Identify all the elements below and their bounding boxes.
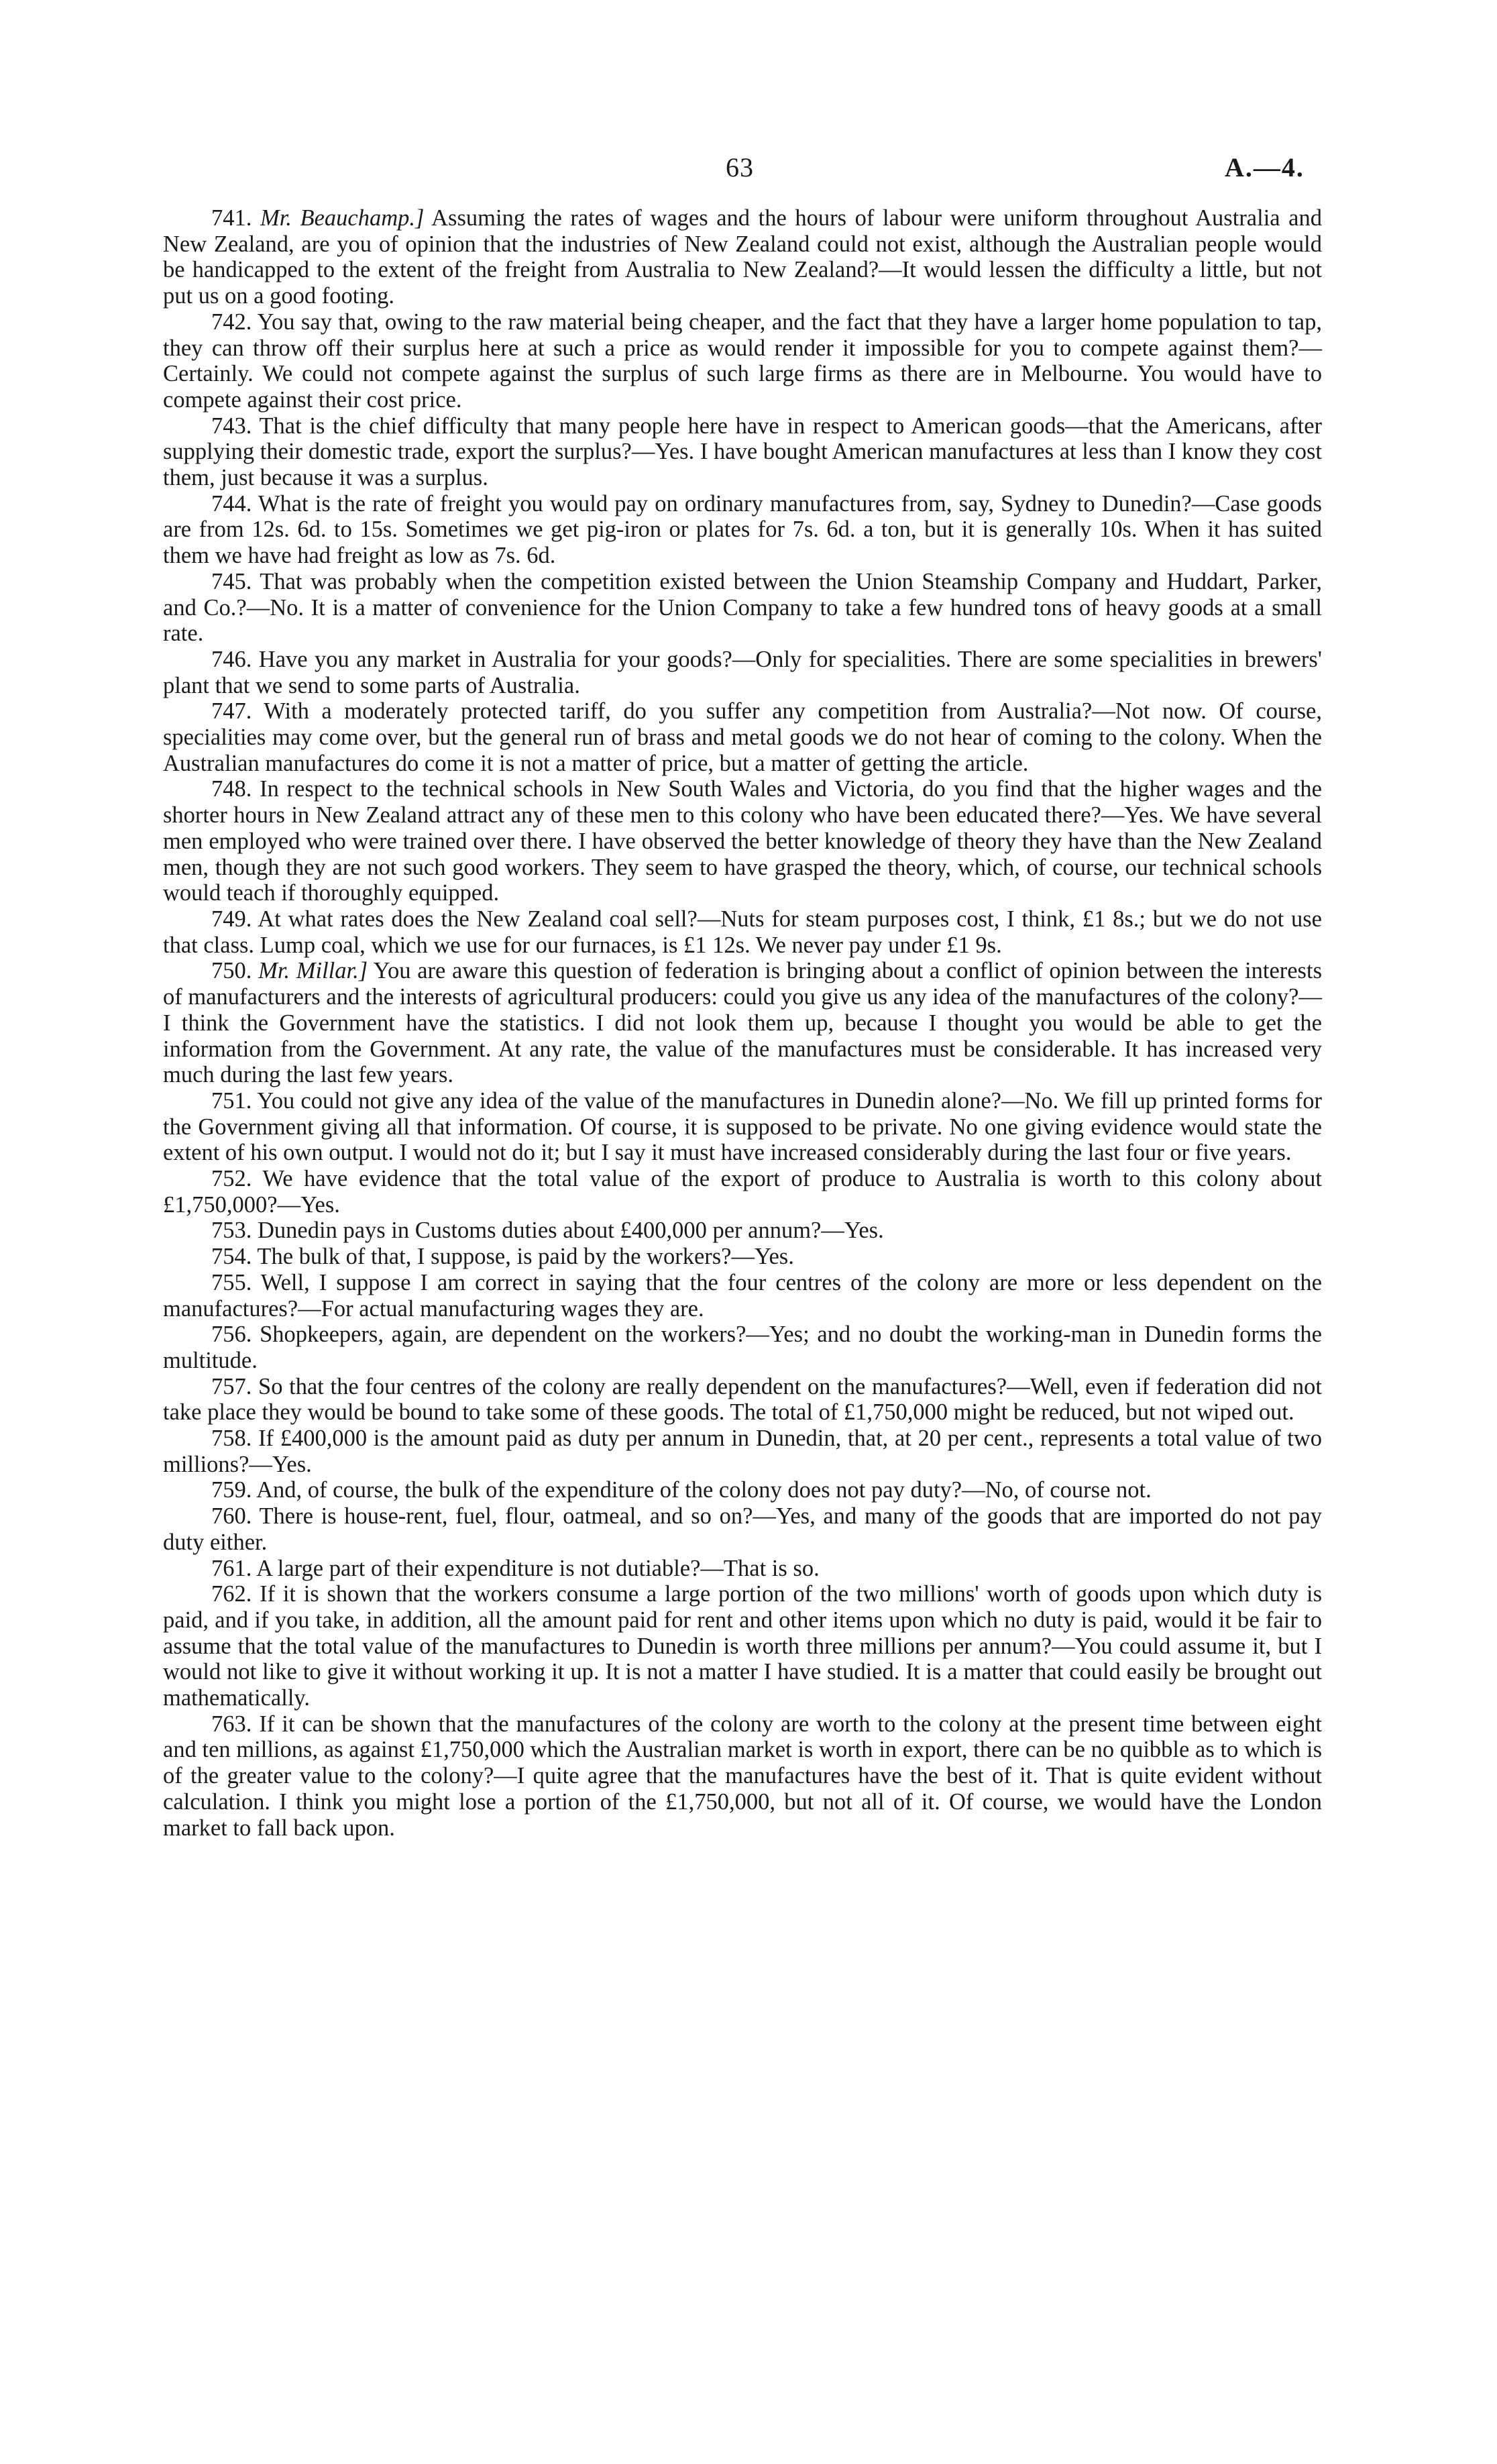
- evidence-paragraph: [163, 1426, 1322, 1477]
- page-number: 63: [726, 152, 754, 182]
- question-and-answer-text: Dunedin pays in Customs duties about £400,000 per annum?—Yes.: [258, 1218, 884, 1244]
- question-number: 763.: [211, 1711, 252, 1737]
- question-and-answer-text: If £400,000 is the amount paid as duty per annum in Dunedin, that, at 20 per cent., represents a total value of two millions?—Yes.: [163, 1426, 1322, 1477]
- speaker-name: Mr. Millar.]: [258, 958, 368, 984]
- question-number: 761.: [211, 1555, 252, 1581]
- evidence-paragraph: [163, 205, 1322, 309]
- question-number: 760.: [211, 1503, 252, 1530]
- speaker-name: Mr. Beauchamp.]: [260, 205, 425, 231]
- question-and-answer-text: There is house-rent, fuel, flour, oatmeal, and so on?—Yes, and many of the goods that are imported do not pay duty either.: [163, 1503, 1322, 1555]
- question-and-answer-text: If it can be shown that the manufactures of the colony are worth to the colony at the present time between eight and ten millions, as against £1,750,000 which the Australian market is worth in export, there can be no quibble as to which is of the greater value to the colony?—I quite agree that the manufactures have the best of it. That is quite evident without calculation. I think you might lose a portion of the £1,750,000, but not all of it. Of course, we would have the London market to fall back upon.: [163, 1711, 1322, 1841]
- evidence-paragraph: [163, 1556, 1322, 1582]
- evidence-paragraph: [163, 309, 1322, 413]
- question-number: 753.: [211, 1218, 252, 1244]
- evidence-paragraph: [163, 1503, 1322, 1555]
- evidence-paragraph: [163, 958, 1322, 1088]
- question-number: 762.: [211, 1581, 252, 1607]
- evidence-paragraph: [163, 906, 1322, 958]
- evidence-paragraph: [163, 1322, 1322, 1373]
- evidence-paragraph: [163, 569, 1322, 647]
- question-and-answer-text: Have you any market in Australia for your goods?—Only for specialities. There are some specialities in brewers' plant that we send to some parts of Australia.: [163, 646, 1322, 698]
- evidence-paragraph: [163, 1581, 1322, 1711]
- question-and-answer-text: That is the chief difficulty that many people here have in respect to American goods—that the Americans, after supplying their domestic trade, export the surplus?—Yes. I have bought American manufactures at less than I know they cost them, just because it was a surplus.: [163, 413, 1322, 491]
- question-and-answer-text: That was probably when the competition existed between the Union Steamship Company and Huddart, Parker, and Co.?—No. It is a matter of convenience for the Union Company to take a few hundred tons of heavy goods at a small rate.: [163, 568, 1322, 647]
- question-number: 750.: [211, 958, 252, 984]
- question-number: 752.: [211, 1166, 252, 1192]
- question-and-answer-text: Well, I suppose I am correct in saying that the four centres of the colony are more or less dependent on the manufactures?—For actual manufacturing wages they are.: [163, 1269, 1322, 1322]
- question-and-answer-text: If it is shown that the workers consume a large portion of the two millions' worth of goods upon which duty is paid, and if you take, in addition, all the amount paid for rent and other items upon which no duty is paid, would it be fair to assume that the total value of the manufactures to Dunedin is worth three millions per annum?—You could assume it, but I would not like to give it without working it up. It is not a matter I have studied. It is a matter that could easily be brought out mathematically.: [163, 1581, 1322, 1711]
- evidence-paragraph: [163, 776, 1322, 906]
- evidence-paragraph: [163, 1270, 1322, 1322]
- evidence-paragraph: [163, 1477, 1322, 1503]
- question-and-answer-text: And, of course, the bulk of the expenditure of the colony does not pay duty?—No, of course not.: [256, 1477, 1152, 1503]
- question-and-answer-text: In respect to the technical schools in New South Wales and Victoria, do you find that the higher wages and the shorter hours in New Zealand attract any of these men to this colony who have been educated there?—Yes. We have several men employed who were trained over there. I have observed the better knowledge of theory they have than the New Zealand men, though they are not such good workers. They seem to have grasped the theory, which, of course, our technical schools would teach if thoroughly equipped.: [163, 776, 1322, 906]
- question-and-answer-text: What is the rate of freight you would pay on ordinary manufactures from, say, Sydney to Dunedin?—Case goods are from 12s. 6d. to 15s. Sometimes we get pig-iron or plates for 7s. 6d. a ton, but it is generally 10s. When it has suited them we have had freight as low as 7s. 6d.: [163, 490, 1322, 569]
- question-and-answer-text: Assuming the rates of wages and the hours of labour were uniform throughout Australia and New Zealand, are you of opinion that the industries of New Zealand could not exist, although the Australian people would be handicapped to the extent of the freight from Australia to New Zealand?—It would lessen the difficulty a little, but not put us on a good footing.: [163, 205, 1322, 309]
- evidence-paragraph: [163, 1088, 1322, 1166]
- question-and-answer-text: We have evidence that the total value of the export of produce to Australia is worth to this colony about £1,750,000?—Yes.: [163, 1166, 1322, 1218]
- question-number: 747.: [211, 698, 252, 725]
- evidence-paragraph: [163, 647, 1322, 698]
- document-reference: A.—4.: [1225, 152, 1305, 182]
- question-number: 743.: [211, 413, 252, 439]
- question-number: 742.: [211, 309, 252, 335]
- question-and-answer-text: A large part of their expenditure is not dutiable?—That is so.: [256, 1555, 820, 1581]
- evidence-body: [163, 205, 1322, 1841]
- question-number: 748.: [211, 776, 252, 802]
- question-number: 756.: [211, 1322, 252, 1348]
- question-number: 746.: [211, 646, 252, 672]
- page-header: [0, 152, 1497, 192]
- evidence-paragraph: [163, 1218, 1322, 1244]
- question-and-answer-text: The bulk of that, I suppose, is paid by the workers?—Yes.: [257, 1244, 794, 1270]
- question-number: 755.: [211, 1269, 252, 1295]
- evidence-paragraph: [163, 1166, 1322, 1218]
- evidence-paragraph: [163, 1244, 1322, 1270]
- evidence-paragraph: [163, 413, 1322, 491]
- question-number: 745.: [211, 568, 252, 594]
- question-number: 758.: [211, 1426, 252, 1452]
- question-number: 757.: [211, 1373, 252, 1399]
- evidence-paragraph: [163, 1374, 1322, 1426]
- question-number: 749.: [211, 906, 252, 932]
- evidence-paragraph: [163, 698, 1322, 776]
- question-and-answer-text: You are aware this question of federation is bringing about a conflict of opinion between the interests of manufacturers and the interests of agricultural producers: could you give us any idea of the manufactures of the colony?—I think the Government have the statistics. I did not look them up, because I thought you would be able to get the information from the Government. At any rate, the value of the manufactures must be considerable. It has increased very much during the last few years.: [163, 958, 1322, 1088]
- evidence-paragraph: [163, 491, 1322, 569]
- question-number: 759.: [211, 1477, 252, 1503]
- evidence-paragraph: [163, 1711, 1322, 1841]
- question-number: 751.: [211, 1087, 252, 1114]
- question-and-answer-text: Shopkeepers, again, are dependent on the workers?—Yes; and no doubt the working-man in Dunedin forms the multitude.: [163, 1322, 1322, 1373]
- question-and-answer-text: You say that, owing to the raw material being cheaper, and the fact that they have a larger home population to tap, they can throw off their surplus here at such a price as would render it impossible for you to compete against them?—Certainly. We could not compete against the surplus of such large firms as there are in Melbourne. You would have to compete against their cost price.: [163, 309, 1322, 413]
- question-number: 744.: [211, 490, 252, 517]
- question-number: 741.: [211, 205, 252, 231]
- question-and-answer-text: So that the four centres of the colony are really dependent on the manufactures?—Well, even if federation did not take place they would be bound to take some of these goods. The total of £1,750,000 might be reduced, but not wiped out.: [163, 1373, 1323, 1426]
- question-and-answer-text: You could not give any idea of the value of the manufactures in Dunedin alone?—No. We fill up printed forms for the Government giving all that information. Of course, it is supposed to be private. No one giving evidence would state the extent of his own output. I would not do it; but I say it must have increased considerably during the last four or five years.: [163, 1087, 1322, 1166]
- question-and-answer-text: At what rates does the New Zealand coal sell?—Nuts for steam purposes cost, I think, £1 8s.; but we do not use that class. Lump coal, which we use for our furnaces, is £1 12s. We never pay under £1 9s.: [163, 906, 1322, 958]
- question-number: 754.: [211, 1244, 252, 1270]
- question-and-answer-text: With a moderately protected tariff, do you suffer any competition from Australia?—Not now. Of course, specialities may come over, but the general run of brass and metal goods we do not hear of coming to the colony. When the Australian manufactures do come it is not a matter of price, but a matter of getting the article.: [163, 698, 1322, 776]
